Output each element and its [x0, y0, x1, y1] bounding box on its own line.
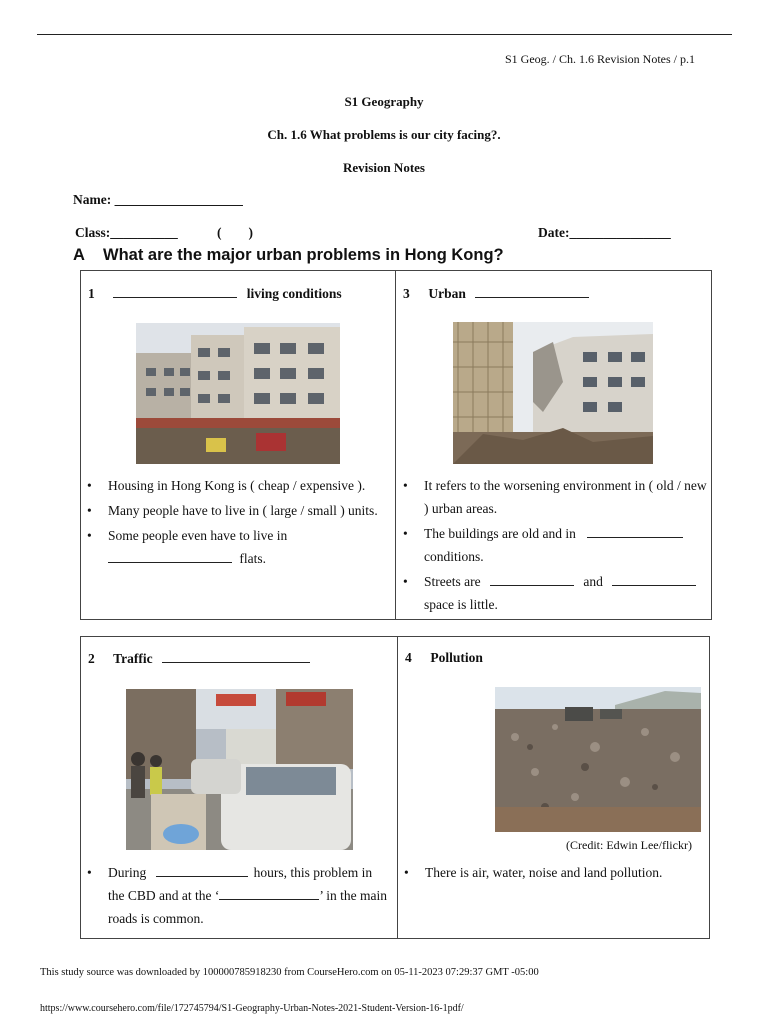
section-title-text: What are the major urban problems in Hong Kong? [103, 246, 504, 264]
top-rule [37, 34, 732, 35]
cell4-heading [405, 650, 483, 666]
class-field: Class:__________ [75, 225, 178, 240]
section-heading [73, 246, 504, 265]
cell3-bullet-3-blank-1 [490, 573, 574, 586]
cell3-bullet-1: • It refers to the worsening environment in ( old / new ) urban areas. [400, 474, 708, 520]
cell3-blank [475, 285, 589, 298]
cell3-heading [403, 285, 589, 302]
cell2-number: 2 [88, 651, 95, 666]
table-bottom-divider [397, 636, 398, 939]
landfill-photo [495, 687, 701, 832]
cell2-bullet-1-mid: hours, this problem in the CBD and at the ‘ [108, 865, 373, 903]
cell3-bullet-3-blank-2 [612, 573, 696, 586]
cell1-bullet-3-tail: flats. [239, 551, 266, 566]
cell2-bullet-1-blank-1 [156, 864, 248, 877]
footer-download-note: This study source was downloaded by 100000785918230 from CourseHero.com on 05-11-2023 07:29:37 GMT -05:00 [40, 967, 539, 978]
revision-notes-label: Revision Notes [343, 160, 425, 175]
cell2-bullet-1-blank-2 [219, 887, 319, 900]
cell3-bullet-3-and: and [583, 574, 603, 589]
cell2-heading [88, 650, 310, 667]
cell3-bullet-2-blank [587, 525, 683, 538]
section-letter: A [73, 246, 85, 264]
cell2-bullets [84, 861, 390, 932]
class-number-field: ( ) [217, 225, 253, 240]
housing-photo [136, 323, 340, 464]
cell3-bullet-3-text: Streets are [424, 574, 481, 589]
cell2-title: Traffic [113, 651, 153, 666]
cell1-number: 1 [88, 286, 95, 301]
cell3-bullet-2-tail: conditions. [424, 549, 484, 564]
name-field: Name: ___________________ [73, 192, 243, 207]
cell1-title: living conditions [246, 286, 342, 301]
cell4-bullet-1: • There is air, water, noise and land pollution. [401, 861, 706, 884]
cell3-bullet-3-tail: space is little. [424, 597, 498, 612]
cell2-bullet-1-tail: ’ in the main roads is common. [108, 888, 387, 926]
cell1-bullet-2: • Many people have to live in ( large / small ) units. [84, 499, 389, 522]
cell3-number: 3 [403, 286, 410, 301]
cell4-number: 4 [405, 650, 412, 665]
cell1-blank [113, 285, 237, 298]
table-top-divider [395, 270, 396, 620]
cell1-bullet-3-blank [108, 550, 232, 563]
traffic-photo [126, 689, 353, 850]
subject-title: S1 Geography [344, 94, 424, 109]
cell3-title: Urban [428, 286, 466, 301]
cell1-bullet-3 [84, 524, 389, 570]
footer-source-url[interactable]: https://www.coursehero.com/file/172745794/S1-Geography-Urban-Notes-2021-Student-Version-16-1pdf/ [40, 1003, 464, 1014]
cell1-bullets [84, 474, 389, 572]
cell1-heading [88, 285, 342, 302]
cell2-bullet-1 [84, 861, 390, 930]
cell4-bullets [401, 861, 706, 886]
cell3-bullet-2 [400, 522, 708, 568]
photo-credit: (Credit: Edwin Lee/flickr) [566, 838, 692, 852]
urban-decay-photo [453, 322, 653, 464]
cell3-bullet-3 [400, 570, 708, 616]
cell2-blank [162, 650, 310, 663]
page-header-ref: S1 Geog. / Ch. 1.6 Revision Notes / p.1 [504, 52, 695, 66]
cell3-bullets [400, 474, 708, 618]
date-field: Date:_______________ [538, 225, 671, 240]
cell2-bullet-1-text: During [108, 865, 147, 880]
cell3-bullet-2-text: The buildings are old and in [424, 526, 576, 541]
cell4-title: Pollution [430, 650, 483, 665]
chapter-title: Ch. 1.6 What problems is our city facing?. [267, 127, 501, 142]
cell1-bullet-1: • Housing in Hong Kong is ( cheap / expensive ). [84, 474, 389, 497]
cell1-bullet-3-text: Some people even have to live in [108, 528, 288, 543]
